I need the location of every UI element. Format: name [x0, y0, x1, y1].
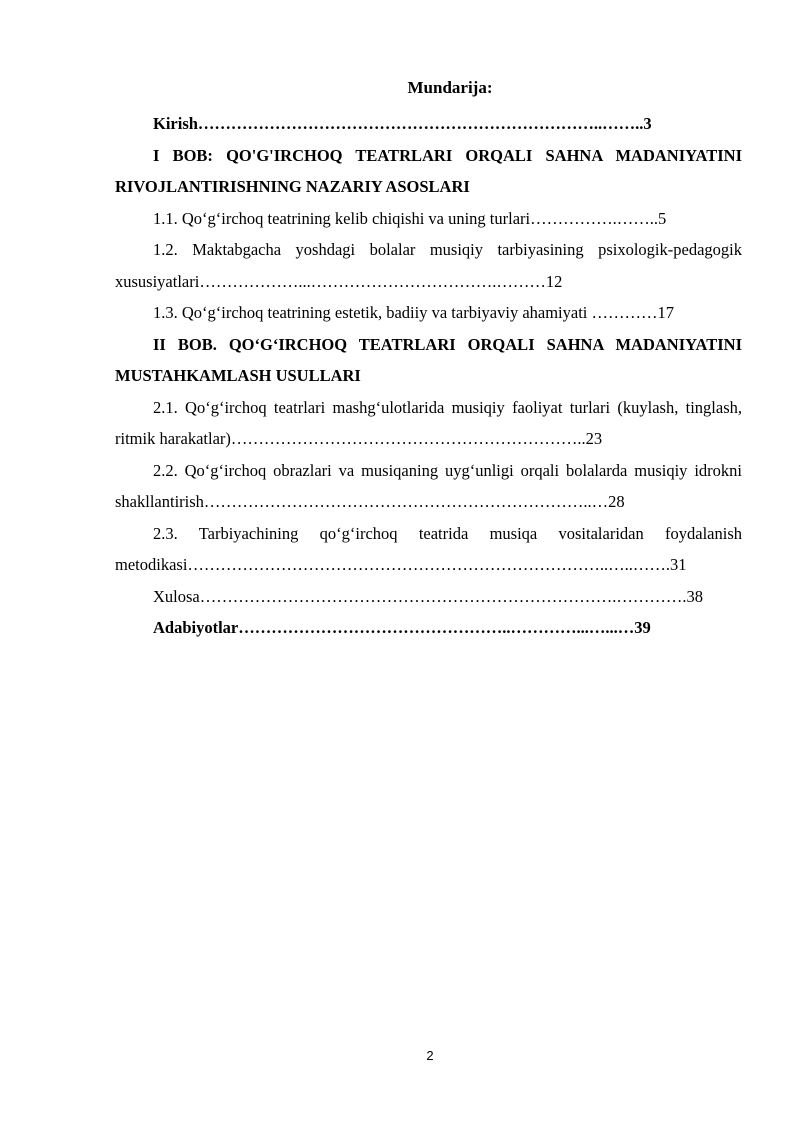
toc-entry-2-2[interactable]: 2.2. Qo‘g‘irchoq obrazlari va musiqaning uyg‘unligi orqali bolalarda musiqiy idrokni shakllantirish……………………………………………………………..…28 [115, 460, 742, 511]
toc-entry-1-3[interactable]: 1.3. Qo‘g‘irchoq teatrining estetik, badiiy va tarbiyaviy ahamiyati …………17 [153, 303, 674, 322]
toc-title: Mundarija: [407, 78, 493, 97]
page-number: 2 [426, 1048, 434, 1063]
toc-entry-introduction[interactable]: Kirish………………………………………………………………..……..3 [153, 114, 652, 133]
toc-entry-conclusion[interactable]: Xulosa………………………………………………………………….………….38 [153, 586, 703, 606]
toc-entry-chapter-1[interactable]: I BOB: QO'G'IRCHOQ TEATRLARI ORQALI SAHNA MADANIYATINI RIVOJLANTIRISHNING NAZARIY ASOSLARI [115, 145, 742, 196]
toc-entry-1-1[interactable]: 1.1. Qo‘g‘irchoq teatrining kelib chiqishi va uning turlari…………….……..5 [153, 208, 667, 228]
toc-entry-1-2[interactable]: 1.2. Maktabgacha yoshdagi bolalar musiqiy tarbiyasining psixologik-pedagogik xususiyatlari………………...…………………………….………12 [115, 240, 742, 291]
toc-entry-chapter-2[interactable]: II BOB. QO‘G‘IRCHOQ TEATRLARI ORQALI SAHNA MADANIYATINI MUSTAHKAMLASH USULLARI [115, 334, 742, 385]
toc-entry-2-1[interactable]: 2.1. Qo‘g‘irchoq teatrlari mashg‘ulotlarida musiqiy faoliyat turlari (kuylash, tinglash, ritmik harakatlar)………………………………………………………..23 [115, 397, 742, 448]
table-of-contents [115, 108, 742, 644]
toc-entry-2-3[interactable]: 2.3. Tarbiyachining qo‘g‘irchoq teatrida musiqa vositalaridan foydalanish metodikasi…………………………………………………………………..…..…….31 [115, 523, 742, 574]
toc-entry-references[interactable]: Adabiyotlar…………………………………………..…………...…...…39 [153, 618, 651, 637]
